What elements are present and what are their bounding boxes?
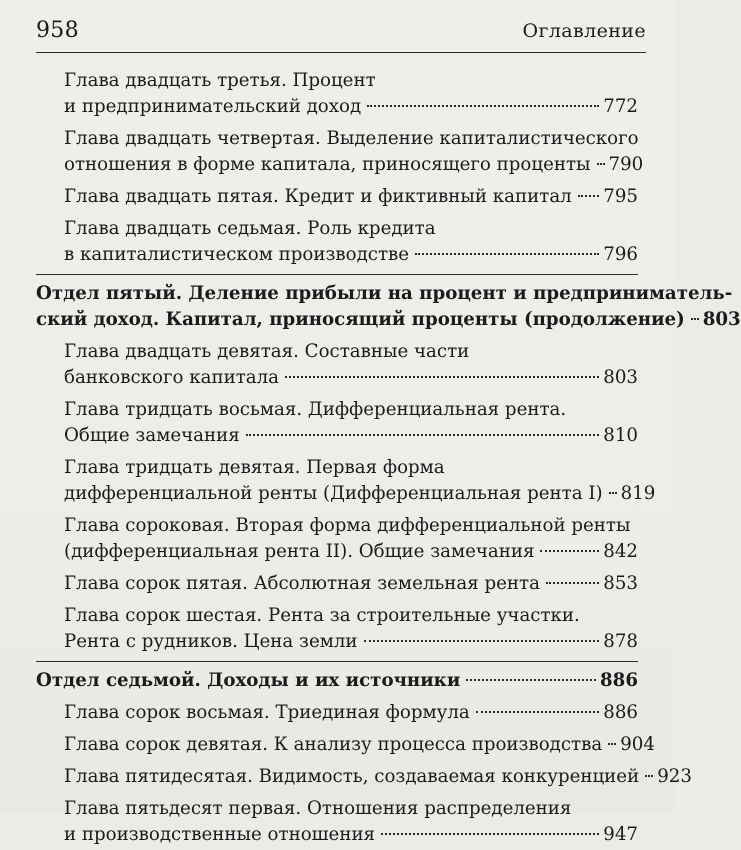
toc-entry-line: Глава сорок шестая. Рента за строительные участки.: [64, 605, 580, 626]
toc-page-number: 886: [600, 670, 638, 691]
toc-entry-line: Глава сорок пятая. Абсолютная земельная рента: [64, 573, 540, 594]
toc-entry-chapter-49: [36, 728, 655, 760]
toc-entry-line: Глава двадцать седьмая. Роль кредита: [64, 218, 436, 239]
toc-entry-line: Глава двадцать четвертая. Выделение капиталистического: [64, 128, 639, 149]
toc-entry-line: Глава двадцать девятая. Составные части: [64, 341, 470, 362]
toc-entry-chapter-38: [36, 393, 638, 451]
toc-entry-line: Глава тридцать девятая. Первая форма: [64, 457, 445, 478]
toc-entry-chapter-27: [36, 212, 638, 274]
dot-leader: [415, 253, 599, 255]
toc-entry-line: (дифференциальная рента II). Общие замечания: [64, 541, 535, 562]
toc-page-number: 790: [608, 154, 644, 175]
page-header: [36, 16, 646, 56]
toc-entry-line: банковского капитала: [64, 367, 279, 388]
page-number: 958: [36, 18, 79, 43]
toc-entry-chapter-48: [36, 696, 638, 728]
toc-entry-chapter-25: [36, 180, 638, 212]
toc-page-number: 803: [702, 309, 741, 330]
toc-entry-line: Глава тридцать восьмая. Дифференциальная рента.: [64, 399, 567, 420]
toc-page-number: 796: [603, 244, 638, 265]
toc-entry-line: Рента с рудников. Цена земли: [64, 631, 358, 652]
dot-leader: [608, 743, 616, 745]
toc-page-number: 772: [603, 96, 638, 117]
toc-page-number: 923: [657, 766, 692, 787]
toc-entry-line: Глава пятидесятая. Видимость, создаваемая конкуренцией: [64, 766, 640, 787]
toc-section-part-7: [36, 661, 692, 850]
dot-leader: [609, 492, 617, 494]
toc-entry-line: Глава пятьдесят первая. Отношения распределения: [64, 798, 572, 819]
dot-leader: [246, 434, 600, 436]
toc-entry-line: дифференциальной ренты (Дифференциальная рента I): [64, 483, 603, 504]
toc-section-chapters-23-27: [36, 62, 644, 274]
dot-leader: [381, 833, 599, 835]
toc-entry-line: Глава сорок восьмая. Триединая формула: [64, 702, 470, 723]
dot-leader: [285, 376, 599, 378]
toc-entry-part-5: [36, 275, 741, 335]
toc-entry-chapter-50: [36, 760, 692, 792]
toc-section-part-5: [36, 274, 741, 661]
toc-entry-chapter-24: [36, 122, 644, 180]
toc-page-number: 878: [603, 631, 638, 652]
toc-entry-chapter-45: [36, 567, 638, 599]
toc-page-number: 819: [620, 483, 656, 504]
toc-entry-line: Глава сороковая. Вторая форма дифференциальной ренты: [64, 515, 631, 536]
toc-entry-line: ский доход. Капитал, приносящий проценты (продолжение): [36, 309, 685, 330]
toc-entry-line: в капиталистическом производстве: [64, 244, 410, 265]
toc-page-number: 947: [603, 824, 638, 845]
dot-leader: [540, 550, 599, 552]
dot-leader: [645, 775, 653, 777]
toc-entry-line: и производственные отношения: [64, 824, 376, 845]
toc-entry-line: Отдел седьмой. Доходы и их источники: [36, 670, 461, 691]
toc-page-number: 810: [603, 425, 638, 446]
table-of-contents: [36, 62, 741, 850]
toc-entry-line: Глава сорок девятая. К анализу процесса производства: [64, 734, 603, 755]
toc-entry-chapter-39: [36, 451, 656, 509]
toc-entry-chapter-23: [36, 62, 638, 122]
toc-entry-line: Глава двадцать третья. Процент: [64, 70, 376, 91]
toc-entry-chapter-46: [36, 599, 638, 657]
dot-leader: [476, 711, 600, 713]
toc-entry-part-7: [36, 662, 638, 696]
running-title: Оглавление: [522, 20, 646, 42]
toc-entry-line: Глава двадцать пятая. Кредит и фиктивный капитал: [64, 186, 572, 207]
dot-leader: [546, 582, 599, 584]
header-rule: [36, 52, 646, 53]
dot-leader: [367, 105, 599, 107]
toc-entry-chapter-40: [36, 509, 638, 567]
toc-entry-line: и предпринимательский доход: [64, 96, 362, 117]
dot-leader: [597, 163, 605, 165]
toc-entry-line: Общие замечания: [64, 425, 240, 446]
dot-leader: [578, 195, 600, 197]
toc-page-number: 853: [603, 573, 638, 594]
toc-page-number: 886: [603, 702, 638, 723]
toc-page-number: 842: [603, 541, 638, 562]
toc-entry-chapter-29: [36, 335, 638, 393]
toc-page-number: 904: [620, 734, 655, 755]
toc-page-number: 795: [603, 186, 638, 207]
dot-leader: [466, 679, 596, 681]
toc-page-number: 803: [603, 367, 638, 388]
dot-leader: [364, 640, 600, 642]
dot-leader: [691, 318, 699, 320]
toc-entry-line: Отдел пятый. Деление прибыли на процент и предприниматель-: [36, 283, 733, 304]
toc-entry-line: отношения в форме капитала, приносящего проценты: [64, 154, 591, 175]
toc-entry-chapter-51: [36, 792, 638, 850]
